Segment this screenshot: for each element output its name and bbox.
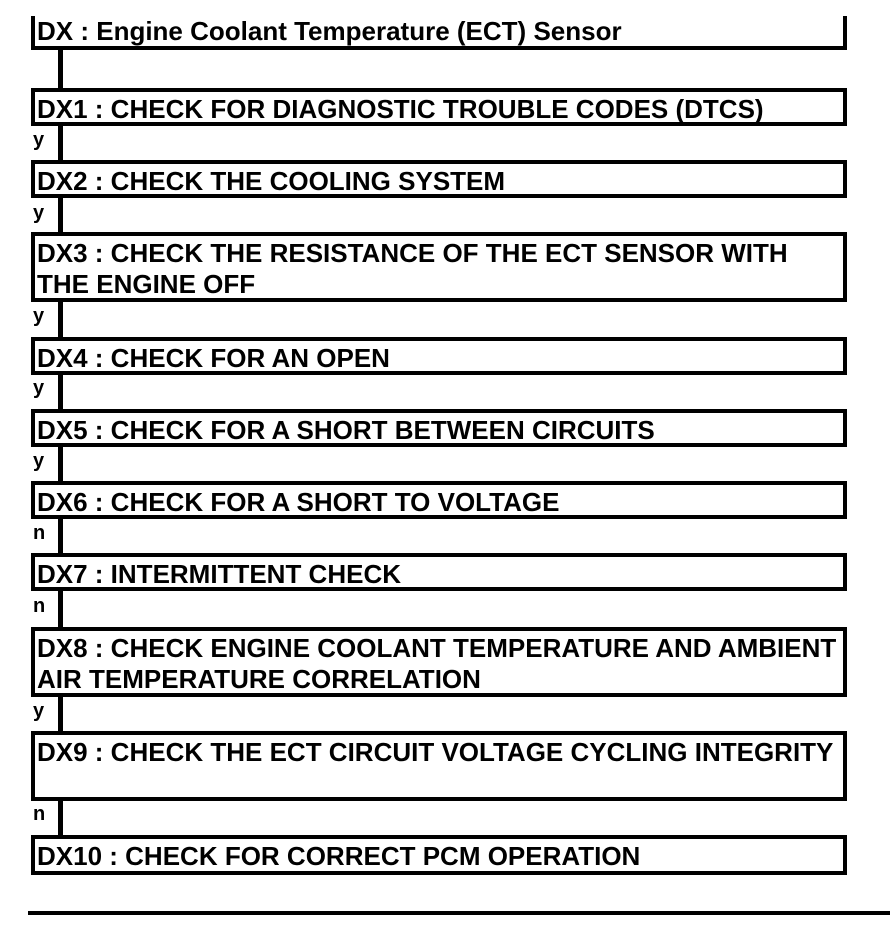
connector-line	[58, 50, 63, 90]
answer-label: n	[33, 595, 46, 617]
connector-line	[58, 126, 63, 162]
connector-line	[58, 801, 63, 837]
step-dx9[interactable]: DX9 : CHECK THE ECT CIRCUIT VOLTAGE CYCLING INTEGRITY	[31, 731, 847, 801]
step-dx1[interactable]: DX1 : CHECK FOR DIAGNOSTIC TROUBLE CODES (DTCS)	[31, 88, 847, 126]
answer-label: y	[33, 450, 45, 472]
step-dx3[interactable]: DX3 : CHECK THE RESISTANCE OF THE ECT SENSOR WITH THE ENGINE OFF	[31, 232, 847, 302]
connector-line	[58, 697, 63, 733]
step-dx8[interactable]: DX8 : CHECK ENGINE COOLANT TEMPERATURE AND AMBIENT AIR TEMPERATURE CORRELATION	[31, 627, 847, 697]
connector-line	[58, 447, 63, 483]
answer-label: n	[33, 522, 46, 544]
step-dx6[interactable]: DX6 : CHECK FOR A SHORT TO VOLTAGE	[31, 481, 847, 519]
step-dx5[interactable]: DX5 : CHECK FOR A SHORT BETWEEN CIRCUITS	[31, 409, 847, 447]
answer-label: n	[33, 803, 46, 825]
connector-line	[58, 198, 63, 234]
connector-line	[58, 591, 63, 629]
flowchart-title: DX : Engine Coolant Temperature (ECT) Sensor	[31, 16, 847, 50]
connector-line	[58, 302, 63, 339]
answer-label: y	[33, 202, 45, 224]
answer-label: y	[33, 129, 45, 151]
step-dx4[interactable]: DX4 : CHECK FOR AN OPEN	[31, 337, 847, 375]
connector-line	[58, 519, 63, 555]
answer-label: y	[33, 700, 45, 722]
connector-line	[58, 375, 63, 411]
step-dx7[interactable]: DX7 : INTERMITTENT CHECK	[31, 553, 847, 591]
bottom-divider	[28, 911, 890, 915]
answer-label: y	[33, 377, 45, 399]
step-dx10[interactable]: DX10 : CHECK FOR CORRECT PCM OPERATION	[31, 835, 847, 875]
step-dx2[interactable]: DX2 : CHECK THE COOLING SYSTEM	[31, 160, 847, 198]
answer-label: y	[33, 305, 45, 327]
